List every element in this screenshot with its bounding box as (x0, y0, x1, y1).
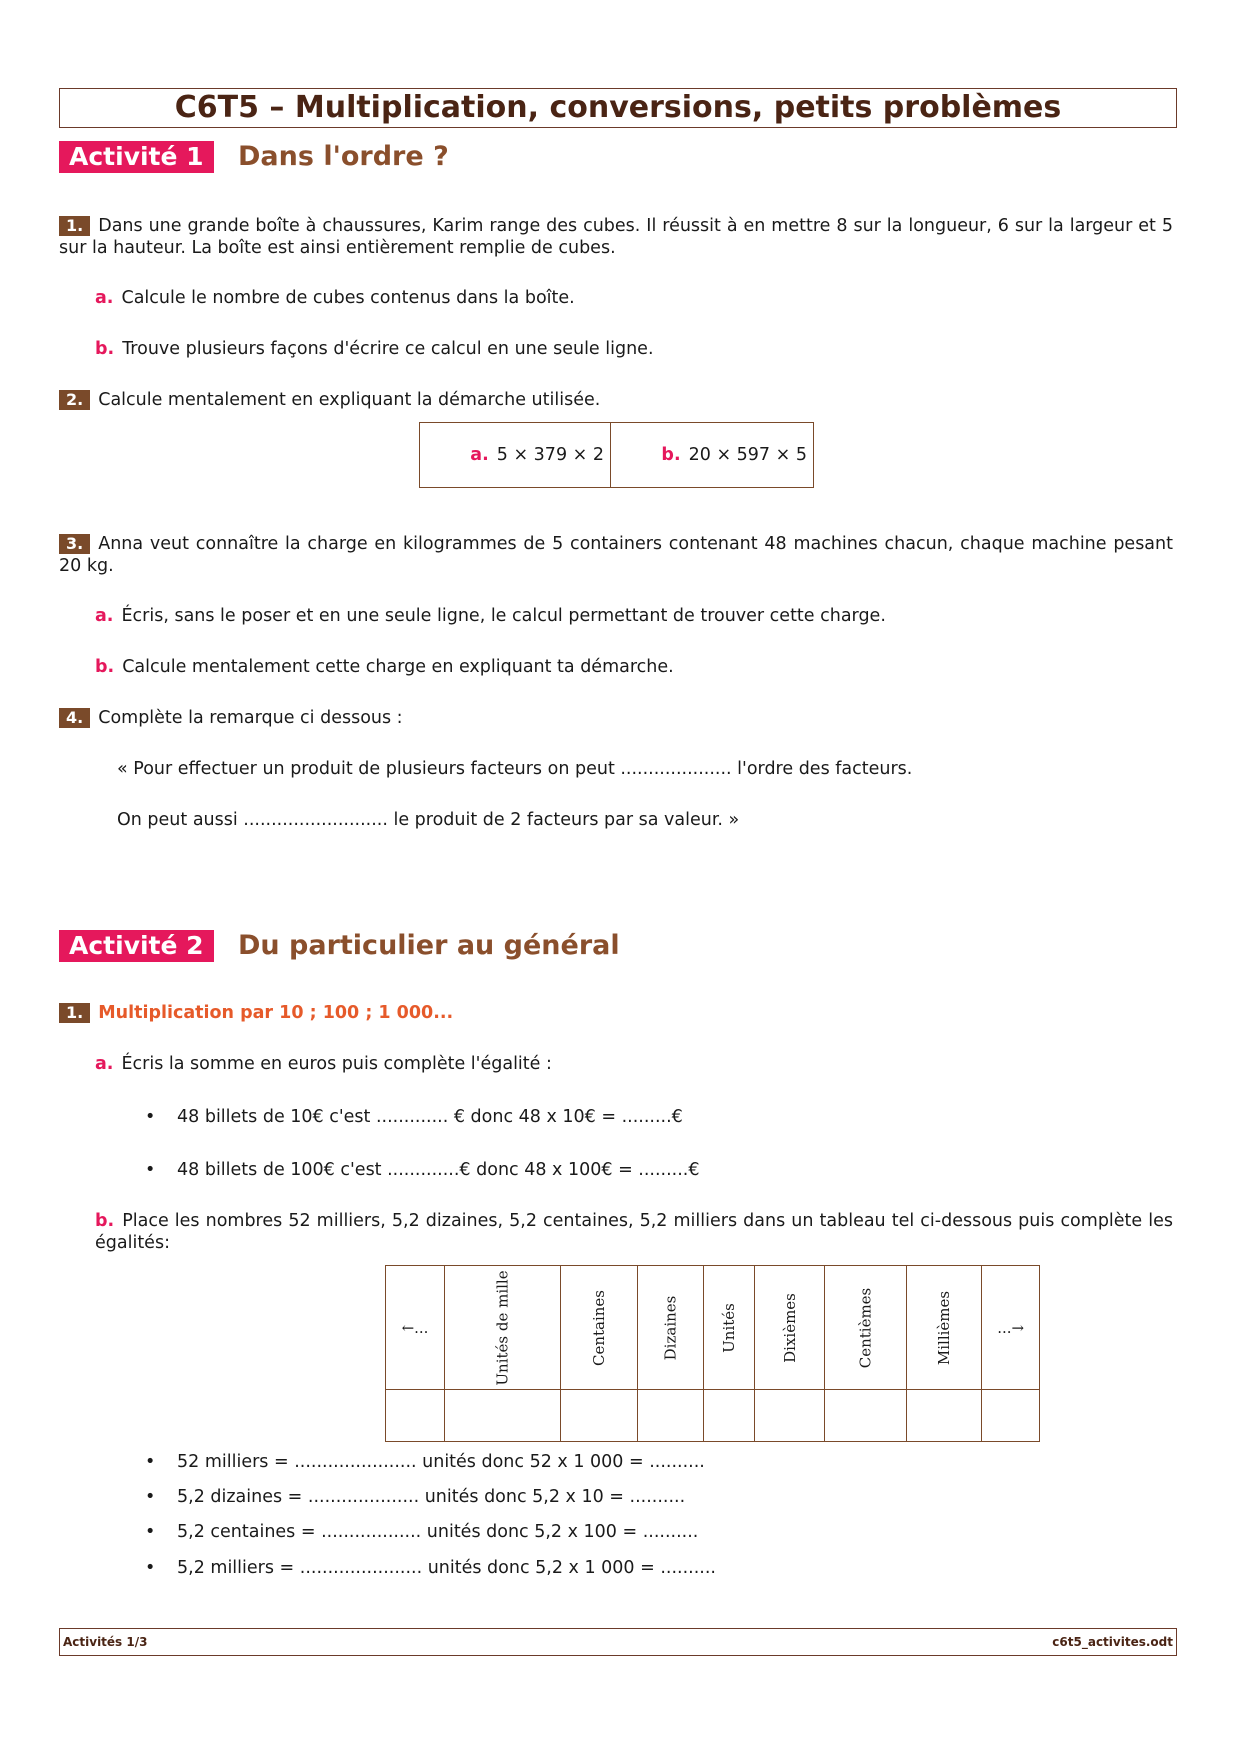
a1-q2-cell-a-text: 5 × 379 × 2 (496, 445, 604, 465)
a1-q2-cell-b-text: 20 × 597 × 5 (688, 445, 807, 465)
table-cell[interactable] (638, 1390, 704, 1442)
a2-q1-b-letter: b. (95, 1211, 115, 1231)
a2-q1-heading: Multiplication par 10 ; 100 ; 1 000... (98, 1003, 454, 1023)
a1-q2-number: 2. (59, 390, 90, 410)
a2-q1-number: 1. (59, 1003, 90, 1023)
footer-filename: c6t5_activites.odt (1052, 1635, 1173, 1649)
a1-q1-b (95, 338, 654, 360)
table-header-dixiemes: Dixièmes (754, 1266, 825, 1390)
a2-q1-b (95, 1210, 1173, 1254)
footer-page-label: Activités 1/3 (63, 1635, 148, 1649)
bullet-icon: • (145, 1522, 156, 1542)
a1-q4 (59, 707, 1173, 729)
table-header-centaines: Centaines (561, 1266, 638, 1390)
activity2-badge: Activité 2 (59, 930, 214, 962)
table-header-unites-de-mille: Unités de mille (445, 1266, 561, 1390)
table-cell[interactable] (906, 1390, 981, 1442)
table-cell[interactable] (386, 1390, 445, 1442)
a1-q3-b-text: Calcule mentalement cette charge en expliquant ta démarche. (122, 657, 674, 677)
a2-q1-a-letter: a. (95, 1054, 114, 1074)
table-header-right-arrow: ...→ (982, 1266, 1040, 1390)
a1-q2 (59, 389, 1173, 411)
a1-q1-number: 1. (59, 216, 90, 236)
place-value-table (385, 1265, 1040, 1442)
table-header-unites: Unités (703, 1266, 754, 1390)
a1-q2-cell-a-letter: a. (470, 445, 489, 465)
a1-q1-b-text: Trouve plusieurs façons d'écrire ce calcul en une seule ligne. (122, 339, 654, 359)
table-cell[interactable] (982, 1390, 1040, 1442)
table-header-dizaines: Dizaines (638, 1266, 704, 1390)
table-cell[interactable] (561, 1390, 638, 1442)
a2-b-bullet-4-text: 5,2 milliers = ...................... unités donc 5,2 x 1 000 = .......... (177, 1558, 716, 1578)
table-header-centiemes: Centièmes (825, 1266, 907, 1390)
bullet-icon: • (145, 1160, 156, 1180)
activity2-title: Du particulier au général (238, 930, 620, 961)
a1-q3-a (95, 605, 886, 627)
a1-q3-a-letter: a. (95, 606, 114, 626)
a2-b-bullet-2-text: 5,2 dizaines = .................... unités donc 5,2 x 10 = .......... (177, 1487, 686, 1507)
a2-q1-a-text: Écris la somme en euros puis complète l'égalité : (121, 1054, 552, 1074)
bullet-icon: • (145, 1487, 156, 1507)
table-cell[interactable] (825, 1390, 907, 1442)
bullet-icon: • (145, 1558, 156, 1578)
table-cell[interactable] (703, 1390, 754, 1442)
a1-q4-line1: « Pour effectuer un produit de plusieurs facteurs on peut .................... l'ordre des facteurs. (117, 759, 913, 779)
page-footer (59, 1628, 1177, 1656)
a1-q1 (59, 215, 1173, 259)
a1-q3-a-text: Écris, sans le poser et en une seule ligne, le calcul permettant de trouver cette charge. (121, 606, 886, 626)
a1-q4-number: 4. (59, 708, 90, 728)
a2-q1 (59, 1002, 1173, 1024)
a1-q2-cell-b-letter: b. (661, 445, 681, 465)
a1-q1-a-text: Calcule le nombre de cubes contenus dans la boîte. (121, 288, 575, 308)
bullet-icon: • (145, 1452, 156, 1472)
a1-q3-number: 3. (59, 534, 90, 554)
a1-q2-text: Calcule mentalement en expliquant la démarche utilisée. (98, 390, 601, 410)
table-header-left-arrow: ←... (386, 1266, 445, 1390)
a1-q4-text: Complète la remarque ci dessous : (98, 708, 403, 728)
a2-a-bullet-1-text: 48 billets de 10€ c'est ............. € donc 48 x 10€ = .........€ (177, 1107, 683, 1127)
activity1-title: Dans l'ordre ? (238, 141, 449, 172)
a1-q2-calc-table (419, 422, 814, 488)
a1-q2-cell-b (611, 423, 814, 488)
table-header-milliemes: Millièmes (906, 1266, 981, 1390)
a1-q1-a (95, 287, 575, 309)
a1-q1-a-letter: a. (95, 288, 114, 308)
a2-b-bullet-1-text: 52 milliers = ...................... unités donc 52 x 1 000 = .......... (177, 1452, 705, 1472)
activity1-badge: Activité 1 (59, 141, 214, 173)
a1-q2-cell-a (420, 423, 611, 488)
a1-q4-line2: On peut aussi .......................... le produit de 2 facteurs par sa valeur. » (117, 810, 740, 830)
a1-q3 (59, 533, 1173, 577)
table-cell[interactable] (754, 1390, 825, 1442)
a1-q3-b-letter: b. (95, 657, 115, 677)
page-title: C6T5 – Multiplication, conversions, petits problèmes (59, 88, 1177, 128)
bullet-icon: • (145, 1107, 156, 1127)
table-cell[interactable] (445, 1390, 561, 1442)
a1-q1-b-letter: b. (95, 339, 115, 359)
a2-q1-a (95, 1053, 552, 1075)
a2-a-bullet-2-text: 48 billets de 100€ c'est .............€ donc 48 x 100€ = .........€ (177, 1160, 700, 1180)
a2-q1-b-text: Place les nombres 52 milliers, 5,2 dizaines, 5,2 centaines, 5,2 milliers dans un tableau tel ci-dessous puis complète les égalités: (95, 1211, 1173, 1253)
a2-b-bullet-3-text: 5,2 centaines = .................. unités donc 5,2 x 100 = .......... (177, 1522, 699, 1542)
a1-q1-text: Dans une grande boîte à chaussures, Karim range des cubes. Il réussit à en mettre 8 sur la longueur, 6 sur la largeur et 5 sur la hauteur. La boîte est ainsi entièrement remplie de cubes. (59, 216, 1173, 258)
a1-q3-text: Anna veut connaître la charge en kilogrammes de 5 containers contenant 48 machines chacun, chaque machine pesant 20 kg. (59, 534, 1173, 576)
a1-q3-b (95, 656, 674, 678)
